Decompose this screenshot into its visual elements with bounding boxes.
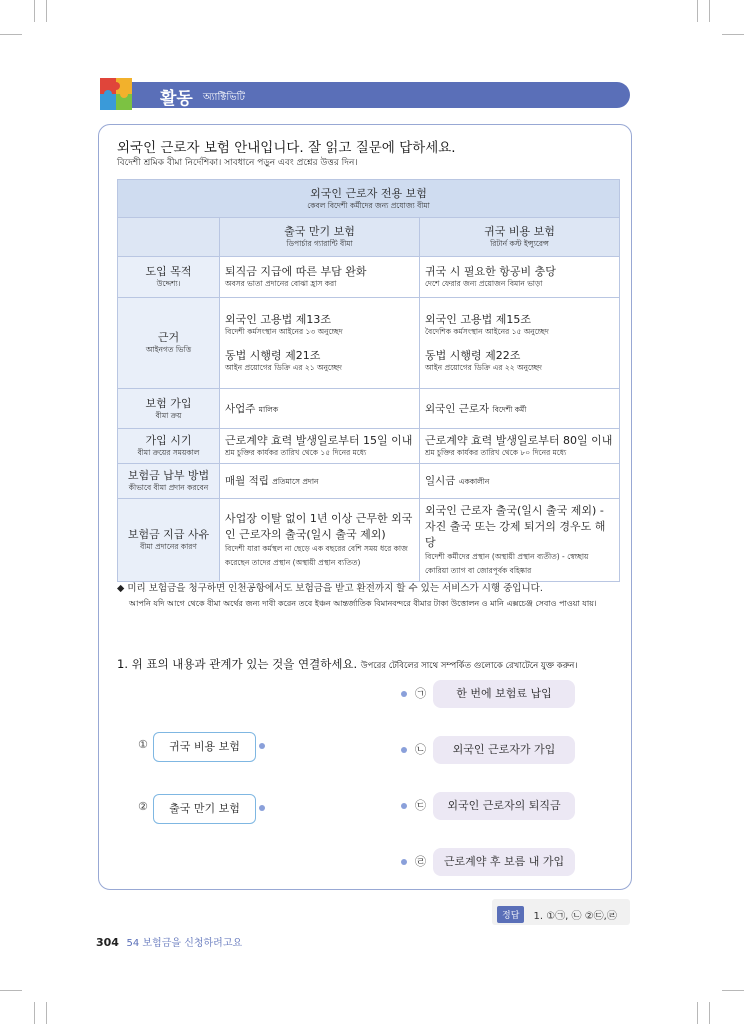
- match-option[interactable]: 외국인 근로자의 퇴직금: [433, 792, 575, 820]
- cell-text: 외국인 고용법 제13조: [225, 313, 331, 326]
- puzzle-icon: [98, 74, 154, 114]
- row-header-sub: বীমা প্রদানের কারণ: [140, 542, 197, 551]
- table-col-header: [420, 218, 620, 257]
- crop-mark: [697, 0, 698, 22]
- item-marker: ①: [138, 738, 148, 751]
- intro-subtitle: বিদেশী শ্রমিক বীমা নির্দেশিকা। সাবধানে পড়ুন এবং প্রশ্নের উত্তর দিন।: [117, 158, 358, 168]
- answer: [497, 904, 617, 923]
- table-cell: [220, 389, 420, 429]
- cell-sub: আইন প্রয়োগের ডিক্রি এর ২২ অনুচ্ছেদ: [425, 363, 542, 372]
- row-header-sub: উদ্দেশ্য।: [156, 279, 181, 288]
- match-dot[interactable]: [259, 743, 265, 749]
- table-cell: [420, 464, 620, 499]
- cell-sub: শ্রম চুক্তির কার্যকর তারিখ থেকে ৮০ দিনের মধ্যে: [425, 448, 567, 457]
- crop-mark: [697, 1002, 698, 1024]
- table-cell: [420, 389, 620, 429]
- match-option[interactable]: 외국인 근로자가 가입: [433, 736, 575, 764]
- intro-title: 외국인 근로자 보험 안내입니다. 잘 읽고 질문에 답하세요.: [117, 140, 456, 156]
- row-header: [118, 389, 220, 429]
- row-header: [118, 257, 220, 298]
- note-marker: ◆: [117, 583, 125, 594]
- note: [117, 581, 617, 611]
- match-option[interactable]: 근로계약 후 보름 내 가입: [433, 848, 575, 876]
- row-header: [118, 499, 220, 582]
- cell-text: 동법 시행령 제21조: [225, 349, 321, 362]
- cell-sub: বৈদেশিক কর্মসংস্থান আইনের ১৫ অনুচ্ছেদ: [425, 327, 549, 336]
- row-header: [118, 464, 220, 499]
- match-dot[interactable]: [401, 803, 407, 809]
- row-header-text: 도입 목적: [145, 265, 192, 278]
- crop-mark: [0, 990, 22, 991]
- row-header-sub: বীমা ক্রয়ের সময়কাল: [137, 448, 200, 457]
- col-header-text: 귀국 비용 보험: [484, 225, 555, 238]
- crop-mark: [34, 0, 35, 22]
- question-number: 1.: [117, 657, 128, 671]
- cell-sub: অবসর ভাতা প্রদানের বোঝা হ্রাস করা: [225, 279, 337, 288]
- option-marker: ㉡: [415, 743, 426, 756]
- cell-text: 근로계약 효력 발생일로부터 15일 이내: [225, 434, 413, 447]
- cell-text: 동법 시행령 제22조: [425, 349, 521, 362]
- page-number: 304: [96, 936, 119, 949]
- crop-mark: [0, 34, 22, 35]
- insurance-table: [117, 179, 620, 582]
- answer-badge: 정답: [497, 906, 524, 923]
- row-header: [118, 429, 220, 464]
- cell-sub: এককালীন: [458, 477, 490, 486]
- table-cell: [420, 429, 620, 464]
- col-header-sub: ডিপার্চার গ্যারান্টি বীমা: [286, 239, 353, 248]
- match-dot[interactable]: [259, 805, 265, 811]
- cell-text: 일시금: [425, 475, 456, 487]
- table-cell: [220, 464, 420, 499]
- row-header-sub: আইনগত ভিত্তি: [145, 345, 192, 354]
- match-option[interactable]: 한 번에 보험료 납입: [433, 680, 575, 708]
- table-row: [118, 464, 620, 499]
- match-dot[interactable]: [401, 747, 407, 753]
- cell-text: 근로계약 효력 발생일로부터 80일 이내: [425, 434, 613, 447]
- row-header-text: 보험금 납부 방법: [127, 469, 210, 482]
- crop-mark: [46, 0, 47, 22]
- table-cell: [420, 499, 620, 582]
- table-corner-cell: [118, 218, 220, 257]
- table-heading: [118, 180, 620, 218]
- cell-text: 외국인 근로자 출국(일시 출국 제외) -자진 출국 또는 강제 퇴거의 경우도 해당: [425, 504, 606, 549]
- table-row: [118, 257, 620, 298]
- row-header-text: 보험금 지급 사유: [127, 528, 210, 541]
- col-header-text: 출국 만기 보험: [284, 225, 355, 238]
- cell-text: 사업주: [225, 402, 256, 415]
- table-heading-text: 외국인 근로자 전용 보험: [310, 186, 427, 200]
- option-marker: ㉠: [415, 687, 426, 700]
- cell-sub: বিদেশী যারা কর্মস্থল না ছেড়ে এক বছরের বেশি সময় ধরে কাজ করেছেন তাদের প্রস্থান (অস্থায়ী প্রস্থান ব্যতিত): [225, 544, 408, 567]
- cell-text: 퇴직금 지급에 따른 부담 완화: [225, 265, 367, 278]
- activity-title: 활동: [160, 89, 193, 109]
- row-header: [118, 298, 220, 389]
- note-text: 미리 보험금을 청구하면 인천공항에서도 보험금을 받고 환전까지 할 수 있는 서비스가 시행 중입니다.: [127, 583, 543, 594]
- note-text-sub: আপনি যদি আগে থেকে বীমা অর্থের জন্য দাবী করেন তবে ইঞ্চন আন্তর্জাতিক বিমানবন্দরে বীমার টাকা উত্তোলন ও মানি এক্সচেঞ্জ সেবাও পাওয়া যায়।: [129, 599, 597, 608]
- crop-mark: [709, 0, 710, 22]
- row-header-text: 근거: [157, 331, 180, 344]
- crop-mark: [34, 1002, 35, 1024]
- table-cell: [420, 257, 620, 298]
- table-cell: [220, 257, 420, 298]
- table-row: [118, 499, 620, 582]
- col-header-sub: রিটার্ন কস্ট ইন্স্যুরেন্স: [490, 239, 549, 248]
- cell-text: 귀국 시 필요한 항공비 충당: [425, 265, 556, 278]
- question-text-sub: উপরের টেবিলের সাথে সম্পর্কিত গুলোকে রেখাটেনে যুক্ত করুন।: [360, 661, 578, 671]
- table-row: [118, 298, 620, 389]
- table-heading-sub: কেবল বিদেশী কর্মীদের জন্য প্রযোজ্য বীমা: [307, 200, 430, 210]
- cell-sub: প্রতিমাসে প্রদান: [272, 477, 319, 486]
- answer-text: 1. ①㉠, ㉡ ②㉢,㉣: [533, 911, 617, 922]
- cell-sub: শ্রম চুক্তির কার্যকর তারিখ থেকে ১৫ দিনের মধ্যে: [225, 448, 367, 457]
- cell-sub: বিদেশী কর্মসংস্থান আইনের ১৩ অনুচ্ছেদ: [225, 327, 343, 336]
- cell-sub: আইন প্রয়োগের ডিক্রি এর ২১ অনুচ্ছেদ: [225, 363, 342, 372]
- question: [117, 656, 577, 673]
- match-item-return-cost[interactable]: 귀국 비용 보험: [153, 732, 256, 762]
- item-marker: ②: [138, 800, 148, 813]
- crop-mark: [709, 1002, 710, 1024]
- activity-subtitle: অ্যাক্টিভিটি: [203, 92, 245, 103]
- cell-sub: বিদেশী কর্মীদের প্রস্থান (অস্থায়ী প্রস্থান ব্যতীত) - স্বেচ্ছায় কোরিয়া ত্যাগ বা জোরপূর্বক বহিষ্কার: [425, 552, 589, 575]
- option-marker: ㉢: [415, 799, 426, 812]
- table-cell: [220, 298, 420, 389]
- row-header-sub: বীমা ক্রয়: [155, 410, 182, 420]
- cell-sub: বিদেশী কর্মী: [492, 404, 527, 414]
- table-cell: [420, 298, 620, 389]
- crop-mark: [722, 990, 744, 991]
- table-row: [118, 389, 620, 429]
- crop-mark: [722, 34, 744, 35]
- question-text: 위 표의 내용과 관계가 있는 것을 연결하세요.: [131, 657, 358, 671]
- chapter-title: 54 보험금을 신청하려고요: [126, 938, 243, 949]
- match-dot[interactable]: [401, 859, 407, 865]
- cell-sub: দেশে ফেরার জন্য প্রয়োজন বিমান ভাড়া: [425, 279, 543, 288]
- cell-text: 사업장 이탈 없이 1년 이상 근무한 외국인 근로자의 출국(일시 출국 제외): [225, 512, 413, 541]
- match-dot[interactable]: [401, 691, 407, 697]
- table-cell: [220, 429, 420, 464]
- cell-sub: মালিক: [258, 404, 279, 414]
- table-cell: [220, 499, 420, 582]
- cell-text: 외국인 고용법 제15조: [425, 313, 531, 326]
- table-col-header: [220, 218, 420, 257]
- crop-mark: [46, 1002, 47, 1024]
- table-row: [118, 429, 620, 464]
- match-item-departure-guarantee[interactable]: 출국 만기 보험: [153, 794, 256, 824]
- cell-text: 매월 적립: [225, 475, 269, 487]
- row-header-text: 가입 시기: [145, 434, 192, 447]
- row-header-sub: কীভাবে বীমা প্রদান করবেন: [128, 483, 209, 492]
- row-header-text: 보험 가입: [145, 396, 192, 410]
- page-footer: [96, 934, 242, 949]
- cell-text: 외국인 근로자: [425, 402, 490, 415]
- option-marker: ㉣: [415, 855, 426, 868]
